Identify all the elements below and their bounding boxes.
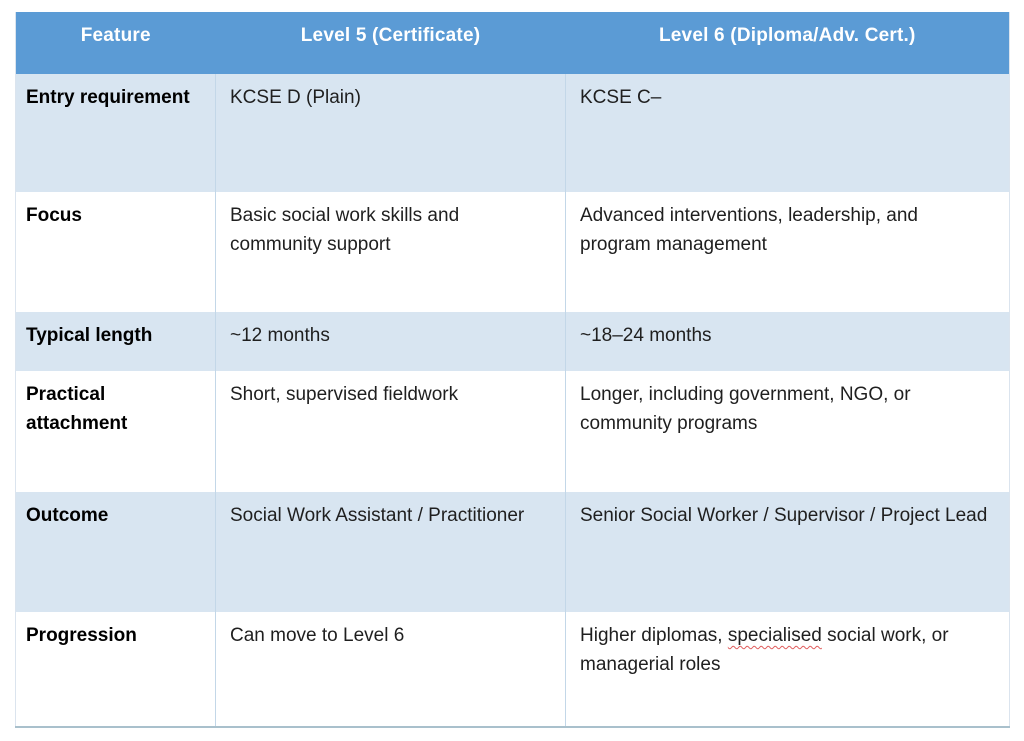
table-row-progression: [16, 612, 1010, 727]
header-cell-level5: Level 5 (Certificate): [216, 12, 566, 74]
level6-cell: Senior Social Worker / Supervisor / Project Lead: [566, 492, 1010, 612]
level6-text-prefix: Higher diplomas,: [580, 625, 728, 646]
misspelled-word-spellcheck: specialised: [727, 625, 822, 646]
table-row-outcome: [16, 492, 1010, 612]
comparison-table: [15, 12, 1010, 728]
level6-text-suffix: social work, or managerial roles: [580, 625, 949, 675]
table-row-typical-length: [16, 312, 1010, 371]
level5-cell: Short, supervised fieldwork: [216, 371, 566, 492]
level5-cell: Basic social work skills and community support: [216, 192, 566, 312]
table-header-row: [16, 12, 1010, 74]
level5-cell: KCSE D (Plain): [216, 74, 566, 192]
table-row-focus: [16, 192, 1010, 312]
level5-cell: Can move to Level 6: [216, 612, 566, 727]
feature-label: Entry requirement: [16, 74, 216, 192]
level6-cell: ~18–24 months: [566, 312, 1010, 371]
header-cell-level6: Level 6 (Diploma/Adv. Cert.): [566, 12, 1010, 74]
feature-label: Typical length: [16, 312, 216, 371]
level5-cell: Social Work Assistant / Practitioner: [216, 492, 566, 612]
feature-label: Focus: [16, 192, 216, 312]
level6-cell: KCSE C–: [566, 74, 1010, 192]
table-row-entry-requirement: [16, 74, 1010, 192]
header-cell-feature: Feature: [16, 12, 216, 74]
feature-label: Outcome: [16, 492, 216, 612]
feature-label: Progression: [16, 612, 216, 727]
table-row-practical-attachment: [16, 371, 1010, 492]
level5-cell: ~12 months: [216, 312, 566, 371]
level6-cell: Longer, including government, NGO, or community programs: [566, 371, 1010, 492]
feature-label: Practical attachment: [16, 371, 216, 492]
level6-cell: Advanced interventions, leadership, and program management: [566, 192, 1010, 312]
level6-cell: [566, 612, 1010, 727]
